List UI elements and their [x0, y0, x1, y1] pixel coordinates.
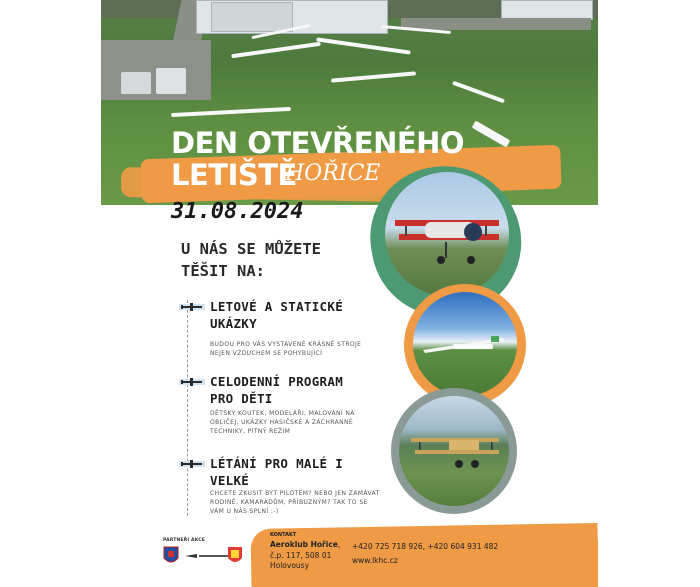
item-description: CHCETE ZKUSIT BÝT PILOTEM? NEBO JEN ZAMÁVAT RODINĚ, KAMARÁDŮM, PŘÍBUZNÝM? TAK TO SE VÁM U NÁS SPLNÍ :-): [210, 490, 380, 515]
vintage-plane-photo: [399, 396, 509, 506]
contact-address: č.p. 117, 508 01 Holovousy: [270, 551, 332, 570]
glider-photo: [413, 292, 517, 396]
item-description: DĚTSKÝ KOUTEK, MODELÁŘI, MALOVÁNÍ NA OBLIČEJ, UKÁZKY HASIČSKÉ A ZÁCHRANNÉ TECHNIKY, PITNÝ REŽIM: [210, 410, 355, 435]
item-description: BUDOU PRO VÁS VYSTAVENÉ KRÁSNÉ STROJE NEJEN VZDUCHEM SE POHYBUJÍCÍ: [210, 341, 362, 357]
program-item: [179, 455, 389, 525]
event-title-line1: DEN OTEVŘENÉHO: [171, 126, 465, 160]
program-item: [179, 373, 389, 443]
event-date: 31.08.2024: [171, 199, 304, 224]
event-town: HOŘICE: [285, 161, 381, 186]
partners-label: PARTNEŘI AKCE: [163, 538, 205, 543]
airplane-icon: [179, 457, 205, 471]
contact-phones: +420 725 718 926, +420 604 931 482: [352, 542, 499, 551]
event-title-line2: LETIŠTĚ: [171, 158, 297, 192]
partner-logo-region: [163, 546, 179, 566]
intro-line2: TĚŠIT NA:: [181, 262, 265, 280]
program-item: [179, 298, 389, 358]
contact-name: Aeroklub Hořice,: [270, 540, 341, 549]
biplane-photo: [385, 172, 509, 296]
item-title: CELODENNÍ PROGRAM PRO DĚTI: [210, 374, 344, 406]
item-title: LÉTÁNÍ PRO MALÉ I VELKÉ: [210, 456, 344, 488]
poster: [101, 0, 598, 587]
airplane-icon: [179, 375, 205, 389]
item-title: LETOVÉ A STATICKÉ UKÁZKY: [210, 299, 344, 331]
airplane-icon: [179, 300, 205, 314]
intro-line1: U NÁS SE MŮŽETE: [181, 240, 321, 258]
intro-heading: [181, 238, 321, 282]
website-link[interactable]: www.lkhc.cz: [352, 556, 398, 565]
partner-logo-horice: [227, 546, 243, 566]
contact-label: KONTAKT: [270, 532, 297, 538]
